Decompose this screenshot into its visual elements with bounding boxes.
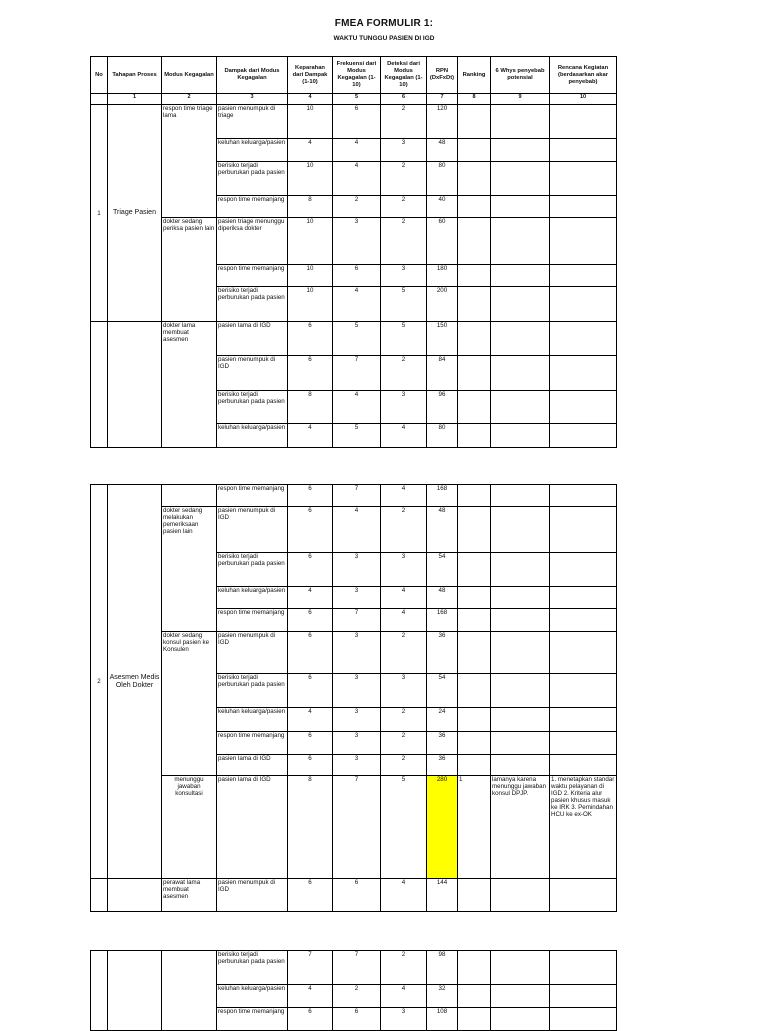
page-subtitle: WAKTU TUNGGU PASIEN DI IGD [333,35,435,42]
keparahan-cell: 10 [288,287,333,322]
colnum: 3 [217,94,288,105]
table-row [91,322,617,356]
frekuensi-cell: 6 [333,879,381,912]
frekuensi-cell: 3 [333,218,381,265]
deteksi-cell: 2 [381,708,427,732]
keparahan-cell: 7 [288,951,333,985]
keparahan-cell: 6 [288,879,333,912]
page-title: FMEA FORMULIR 1: [334,18,434,29]
dampak-cell: respon time memanjang [217,196,288,218]
rpn-cell: 84 [427,356,458,391]
stage-number: 2 [91,485,108,879]
rpn-cell: 96 [427,391,458,424]
keparahan-cell: 6 [288,1008,333,1031]
header-whys: 6 Whys penyebab potensial [491,57,550,94]
deteksi-cell: 3 [381,674,427,708]
rpn-cell: 32 [427,985,458,1008]
frekuensi-cell: 7 [333,356,381,391]
deteksi-cell: 5 [381,776,427,879]
rpn-cell: 98 [427,951,458,985]
rpn-cell: 150 [427,322,458,356]
frekuensi-cell: 7 [333,485,381,507]
frekuensi-cell: 6 [333,1008,381,1031]
frekuensi-cell: 4 [333,391,381,424]
table-row [91,218,617,265]
rpn-cell: 40 [427,196,458,218]
deteksi-cell: 3 [381,139,427,162]
rpn-cell: 200 [427,287,458,322]
dampak-cell: keluhan keluarga/pasien [217,424,288,448]
table-row [91,485,617,507]
frekuensi-cell: 4 [333,287,381,322]
keparahan-cell: 10 [288,105,333,139]
table-row [91,507,617,553]
colnum: 8 [458,94,491,105]
deteksi-cell: 2 [381,507,427,553]
keparahan-cell: 6 [288,553,333,587]
dampak-cell: berisiko terjadi perburukan pada pasien [217,951,288,985]
header-dampak: Dampak dari Modus Kegagalan [217,57,288,94]
header-modus: Modus Kegagalan [162,57,217,94]
fmea-table-page1 [90,56,617,448]
frekuensi-cell: 4 [333,162,381,196]
dampak-cell: pasien triage menunggu diperiksa dokter [217,218,288,265]
frekuensi-cell: 5 [333,322,381,356]
frekuensi-cell: 5 [333,424,381,448]
keparahan-cell: 4 [288,139,333,162]
colnum: 10 [550,94,617,105]
dampak-cell: respon time memanjang [217,1008,288,1031]
deteksi-cell: 4 [381,879,427,912]
header-keparahan: Keparahan dari Dampak (1-10) [288,57,333,94]
rpn-cell: 120 [427,105,458,139]
rpn-cell: 54 [427,553,458,587]
deteksi-cell: 3 [381,553,427,587]
rpn-cell: 168 [427,485,458,507]
rpn-cell: 48 [427,139,458,162]
frekuensi-cell: 6 [333,265,381,287]
keparahan-cell: 10 [288,218,333,265]
header-rpn: RPN (DxFxDt) [427,57,458,94]
stage-name: Asesmen Medis Oleh Dokter [108,485,162,879]
dampak-cell: berisiko terjadi perburukan pada pasien [217,391,288,424]
rpn-cell-highlight: 280 [427,776,458,879]
failure-mode: dokter sedang konsul pasien ke Konsulen [162,632,217,776]
keparahan-cell: 4 [288,587,333,609]
deteksi-cell: 5 [381,322,427,356]
rencana-cell: 1. menetapkan standar waktu pelayanan di IGD 2. Kriteria alur pasien khusus masuk ke IRK 3. Pemindahan HCU ke ex-OK [550,776,617,879]
frekuensi-cell: 4 [333,507,381,553]
stage-name: Triage Pasien [108,105,162,322]
deteksi-cell: 4 [381,424,427,448]
rpn-cell: 36 [427,755,458,776]
deteksi-cell: 2 [381,105,427,139]
keparahan-cell: 8 [288,776,333,879]
table-row [91,879,617,912]
rpn-cell: 24 [427,708,458,732]
failure-mode: perawat lama membuat asesmen [162,879,217,912]
colnum: 4 [288,94,333,105]
dampak-cell: berisiko terjadi perburukan pada pasien [217,287,288,322]
keparahan-cell: 6 [288,356,333,391]
dampak-cell: respon time memanjang [217,732,288,755]
dampak-cell: respon time memanjang [217,485,288,507]
dampak-cell: pasien lama di IGD [217,322,288,356]
header-frekuensi: Frekuensi dari Modus Kegagalan (1-10) [333,57,381,94]
keparahan-cell: 6 [288,609,333,632]
deteksi-cell: 2 [381,755,427,776]
deteksi-cell: 2 [381,162,427,196]
stage-number: 1 [91,105,108,322]
rpn-cell: 48 [427,587,458,609]
deteksi-cell: 2 [381,632,427,674]
dampak-cell: berisiko terjadi perburukan pada pasien [217,553,288,587]
rpn-cell: 168 [427,609,458,632]
keparahan-cell: 4 [288,708,333,732]
rpn-cell: 36 [427,732,458,755]
keparahan-cell: 6 [288,322,333,356]
keparahan-cell: 6 [288,507,333,553]
dampak-cell: keluhan keluarga/pasien [217,587,288,609]
frekuensi-cell: 3 [333,674,381,708]
header-deteksi: Deteksi dari Modus Kegagalan (1-10) [381,57,427,94]
frekuensi-cell: 2 [333,985,381,1008]
frekuensi-cell: 3 [333,587,381,609]
keparahan-cell: 10 [288,265,333,287]
dampak-cell: pasien menumpuk di IGD [217,879,288,912]
dampak-cell: keluhan keluarga/pasien [217,139,288,162]
dampak-cell: respon time memanjang [217,609,288,632]
keparahan-cell: 6 [288,755,333,776]
header-rencana: Rencana Kegiatan (berdasarkan akar penyebab) [550,57,617,94]
keparahan-cell: 4 [288,985,333,1008]
deteksi-cell: 2 [381,356,427,391]
rpn-cell: 80 [427,424,458,448]
dampak-cell: pasien menumpuk di triage [217,105,288,139]
dampak-cell: pasien menumpuk di IGD [217,507,288,553]
rpn-cell: 144 [427,879,458,912]
failure-mode: dokter lama membuat asesmen [162,322,217,448]
frekuensi-cell: 3 [333,553,381,587]
rpn-cell: 54 [427,674,458,708]
frekuensi-cell: 2 [333,196,381,218]
header-ranking: Ranking [458,57,491,94]
frekuensi-cell: 7 [333,951,381,985]
keparahan-cell: 4 [288,424,333,448]
rpn-cell: 36 [427,632,458,674]
colnum: 6 [381,94,427,105]
deteksi-cell: 3 [381,265,427,287]
colnum: 9 [491,94,550,105]
deteksi-cell: 2 [381,732,427,755]
deteksi-cell: 4 [381,609,427,632]
table-row [91,632,617,674]
keparahan-cell: 8 [288,196,333,218]
dampak-cell: pasien lama di IGD [217,776,288,879]
failure-mode: respon time triage lama [162,105,217,218]
keparahan-cell: 6 [288,485,333,507]
frekuensi-cell: 3 [333,708,381,732]
deteksi-cell: 2 [381,951,427,985]
rpn-cell: 60 [427,218,458,265]
colnum: 5 [333,94,381,105]
rpn-cell: 180 [427,265,458,287]
keparahan-cell: 6 [288,732,333,755]
frekuensi-cell: 3 [333,632,381,674]
rpn-cell: 108 [427,1008,458,1031]
frekuensi-cell: 6 [333,105,381,139]
colnum: 2 [162,94,217,105]
header-row [91,57,617,94]
failure-mode: dokter sedang periksa pasien lain [162,218,217,322]
deteksi-cell: 4 [381,587,427,609]
whys-cell: lamanya karena menunggu jawaban konsul DPJP. [491,776,550,879]
dampak-cell: respon time memanjang [217,265,288,287]
dampak-cell: berisiko terjadi perburukan pada pasien [217,674,288,708]
frekuensi-cell: 3 [333,732,381,755]
colnum: 1 [108,94,162,105]
deteksi-cell: 3 [381,1008,427,1031]
dampak-cell: berisiko terjadi perburukan pada pasien [217,162,288,196]
dampak-cell: keluhan keluarga/pasien [217,708,288,732]
keparahan-cell: 6 [288,674,333,708]
dampak-cell: pasien menumpuk di IGD [217,356,288,391]
dampak-cell: pasien menumpuk di IGD [217,632,288,674]
deteksi-cell: 2 [381,218,427,265]
header-tahapan: Tahapan Proses [108,57,162,94]
keparahan-cell: 6 [288,632,333,674]
failure-mode: menunggu jawaban konsultasi [162,776,217,879]
failure-mode: dokter sedang melakukan pemeriksaan pasien lain [162,507,217,632]
frekuensi-cell: 7 [333,609,381,632]
keparahan-cell: 8 [288,391,333,424]
table-row [91,105,617,139]
rpn-cell: 48 [427,507,458,553]
dampak-cell: keluhan keluarga/pasien [217,985,288,1008]
fmea-table-page2 [90,484,617,912]
table-row-highlighted [91,776,617,879]
deteksi-cell: 3 [381,391,427,424]
frekuensi-cell: 3 [333,755,381,776]
deteksi-cell: 5 [381,287,427,322]
colnum: 7 [427,94,458,105]
deteksi-cell: 2 [381,196,427,218]
deteksi-cell: 4 [381,985,427,1008]
deteksi-cell: 4 [381,485,427,507]
ranking-cell: 1 [458,776,491,879]
dampak-cell: pasien lama di IGD [217,755,288,776]
fmea-table-page3 [90,950,617,1031]
keparahan-cell: 10 [288,162,333,196]
frekuensi-cell: 4 [333,139,381,162]
header-no: No [91,57,108,94]
table-row [91,951,617,985]
rpn-cell: 80 [427,162,458,196]
column-number-row [91,94,617,105]
frekuensi-cell: 7 [333,776,381,879]
